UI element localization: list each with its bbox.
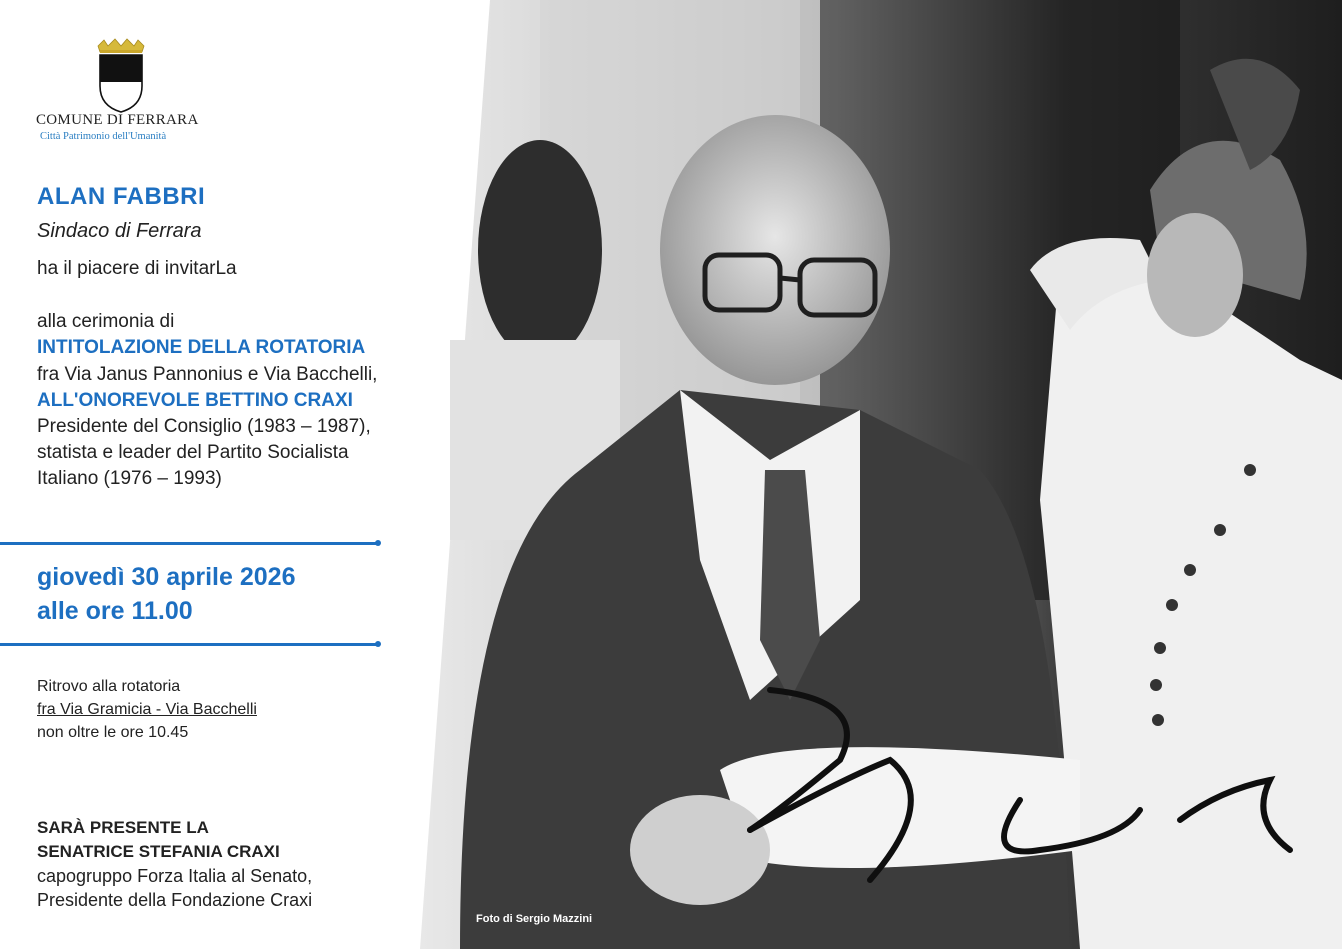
event-date: giovedì 30 aprile 2026: [37, 563, 296, 591]
host-name: ALAN FABBRI: [37, 183, 206, 210]
divider-top: [0, 542, 378, 545]
ceremony-desc-2: statista e leader del Partito Socialista: [37, 442, 349, 463]
ceremony-dedicatee: ALL'ONOREVOLE BETTINO CRAXI: [37, 390, 353, 411]
logo-subtitle: Città Patrimonio dell'Umanità: [40, 131, 167, 142]
guest-line-3: capogruppo Forza Italia al Senato,: [37, 866, 313, 886]
ceremony-intro: alla cerimonia di: [37, 311, 175, 332]
ceremony-desc-1: Presidente del Consiglio (1983 – 1987),: [37, 416, 371, 437]
photo-illustration: [420, 0, 1342, 949]
event-time: alle ore 11.00: [37, 597, 193, 625]
crown-shield-icon: [94, 38, 148, 114]
logo-name: COMUNE DI FERRARA: [36, 112, 199, 128]
meeting-line-1: Ritrovo alla rotatoria: [37, 678, 181, 695]
guest-line-1: SARÀ PRESENTE LA: [37, 818, 209, 837]
divider-bottom: [0, 643, 378, 646]
guest-line-4: Presidente della Fondazione Craxi: [37, 890, 313, 910]
guest-line-2: SENATRICE STEFANIA CRAXI: [37, 842, 280, 861]
host-role: Sindaco di Ferrara: [37, 220, 202, 242]
meeting-line-3: non oltre le ore 10.45: [37, 724, 189, 741]
invitation-panel: [0, 0, 470, 949]
meeting-line-2: fra Via Gramicia - Via Bacchelli: [37, 701, 257, 718]
ceremony-location: fra Via Janus Pannonius e Via Bacchelli,: [37, 364, 378, 385]
invite-text: ha il piacere di invitarLa: [37, 258, 237, 279]
ceremony-title: INTITOLAZIONE DELLA ROTATORIA: [37, 337, 366, 358]
ceremony-desc-3: Italiano (1976 – 1993): [37, 468, 222, 489]
photo-credit: Foto di Sergio Mazzini: [476, 913, 593, 925]
historic-photo: [420, 0, 1342, 949]
